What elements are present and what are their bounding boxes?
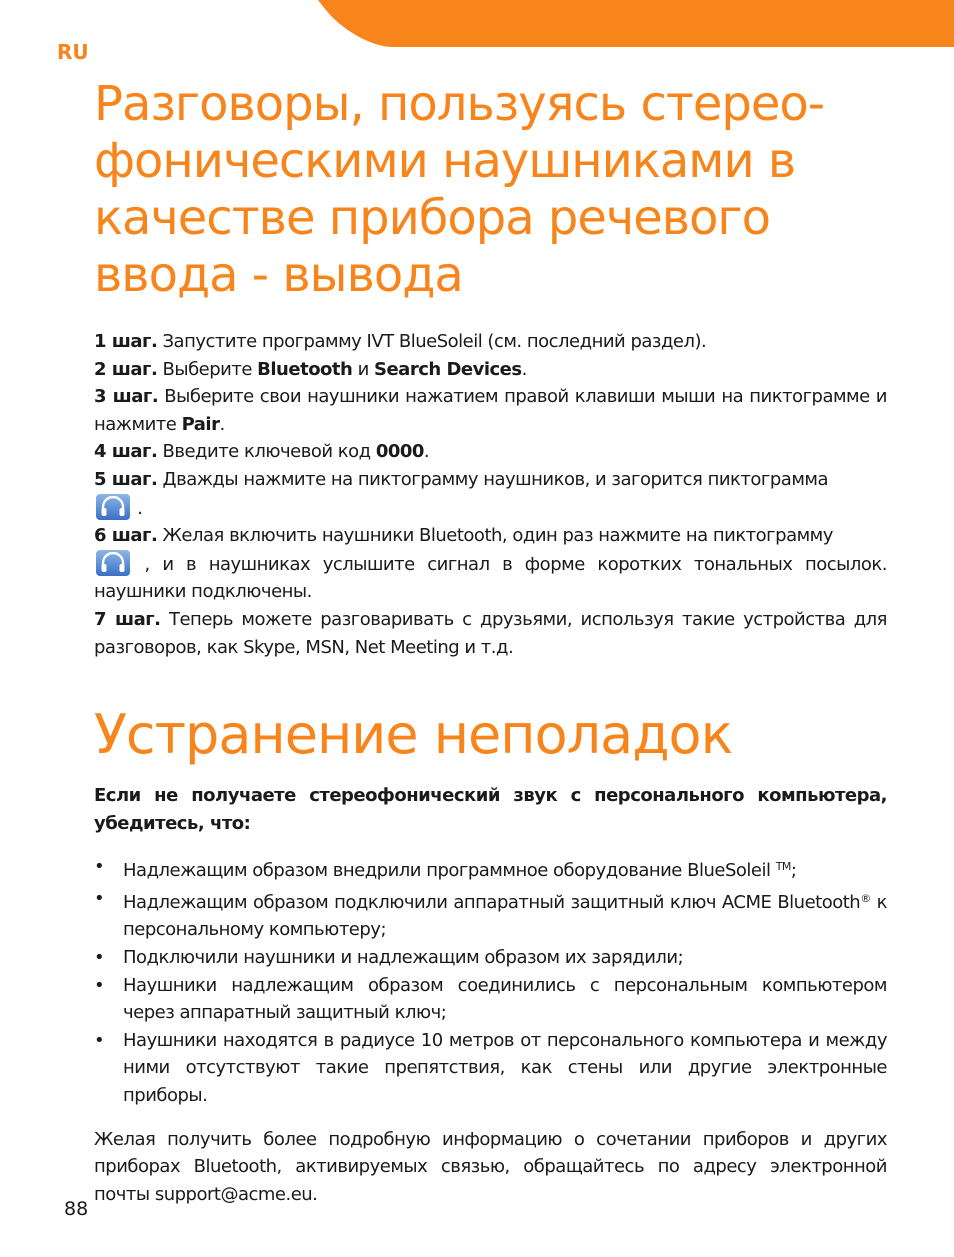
step-5: 5 шаг. Дважды нажмите на пиктограмму наушников, и загорится пиктограмма . (94, 468, 829, 519)
step-4: 4 шаг. Введите ключевой код 0000. (94, 441, 430, 463)
headphones-icon (96, 550, 130, 576)
troubleshooting-body (94, 782, 887, 1208)
list-item: • Наушники надлежащим образом соединились с персональным компьютером через аппаратный защитный ключ; (94, 972, 887, 1027)
list-item: • Наушники находятся в радиусе 10 метров от персонального компьютера и между ними отсутствуют такие препятствия, как стены или другие электронные приборы. (94, 1027, 887, 1110)
language-label: RU (57, 40, 89, 64)
step-7: 7 шаг. Теперь можете разговаривать с друзьями, используя такие устройства для разговоров, как Skype, MSN, Net Meeting и т.д. (94, 608, 888, 658)
support-note: Желая получить более подробную информацию о сочетании приборов и других приборах Bluetooth, активируемых связью, обращайтесь по адресу электронной почты support@acme.eu. (94, 1128, 887, 1205)
step-6: 6 шаг. Желая включить наушники Bluetooth, один раз нажмите на пиктограмму , и в наушниках услышите сигнал в форме коротких тональных посылок. наушники подключены. (94, 525, 887, 603)
step-2: 2 шаг. Выберите Bluetooth и Search Devices. (94, 358, 527, 380)
headphones-icon (96, 494, 130, 520)
steps-list (94, 328, 887, 661)
step-1: 1 шаг. Запустите программу IVT BlueSoleil (см. последний раздел). (94, 331, 707, 352)
header-accent-band (318, 0, 954, 47)
list-item: • Надлежащим образом подключили аппаратный защитный ключ ACME Bluetooth® к персональному компьютеру; (94, 885, 887, 944)
step-3: 3 шаг. Выберите свои наушники нажатием правой клавиши мыши на пиктограмме и нажмите Pair. (94, 386, 888, 435)
page-number: 88 (64, 1198, 89, 1220)
list-item: • Надлежащим образом внедрили программное оборудование BlueSoleil ™; (94, 853, 887, 885)
list-item: • Подключили наушники и надлежащим образом их зарядили; (94, 944, 887, 972)
section-title-troubleshooting: Устранение неполадок (94, 703, 733, 766)
checklist (94, 853, 887, 1109)
section-title-headset-calls: Разговоры, пользуясь стерео-фоническими наушниками в качестве прибора речевого ввода - вывода (94, 76, 825, 303)
troubleshooting-intro: Если не получаете стереофонический звук с персонального компьютера, убедитесь, что: (94, 785, 887, 834)
